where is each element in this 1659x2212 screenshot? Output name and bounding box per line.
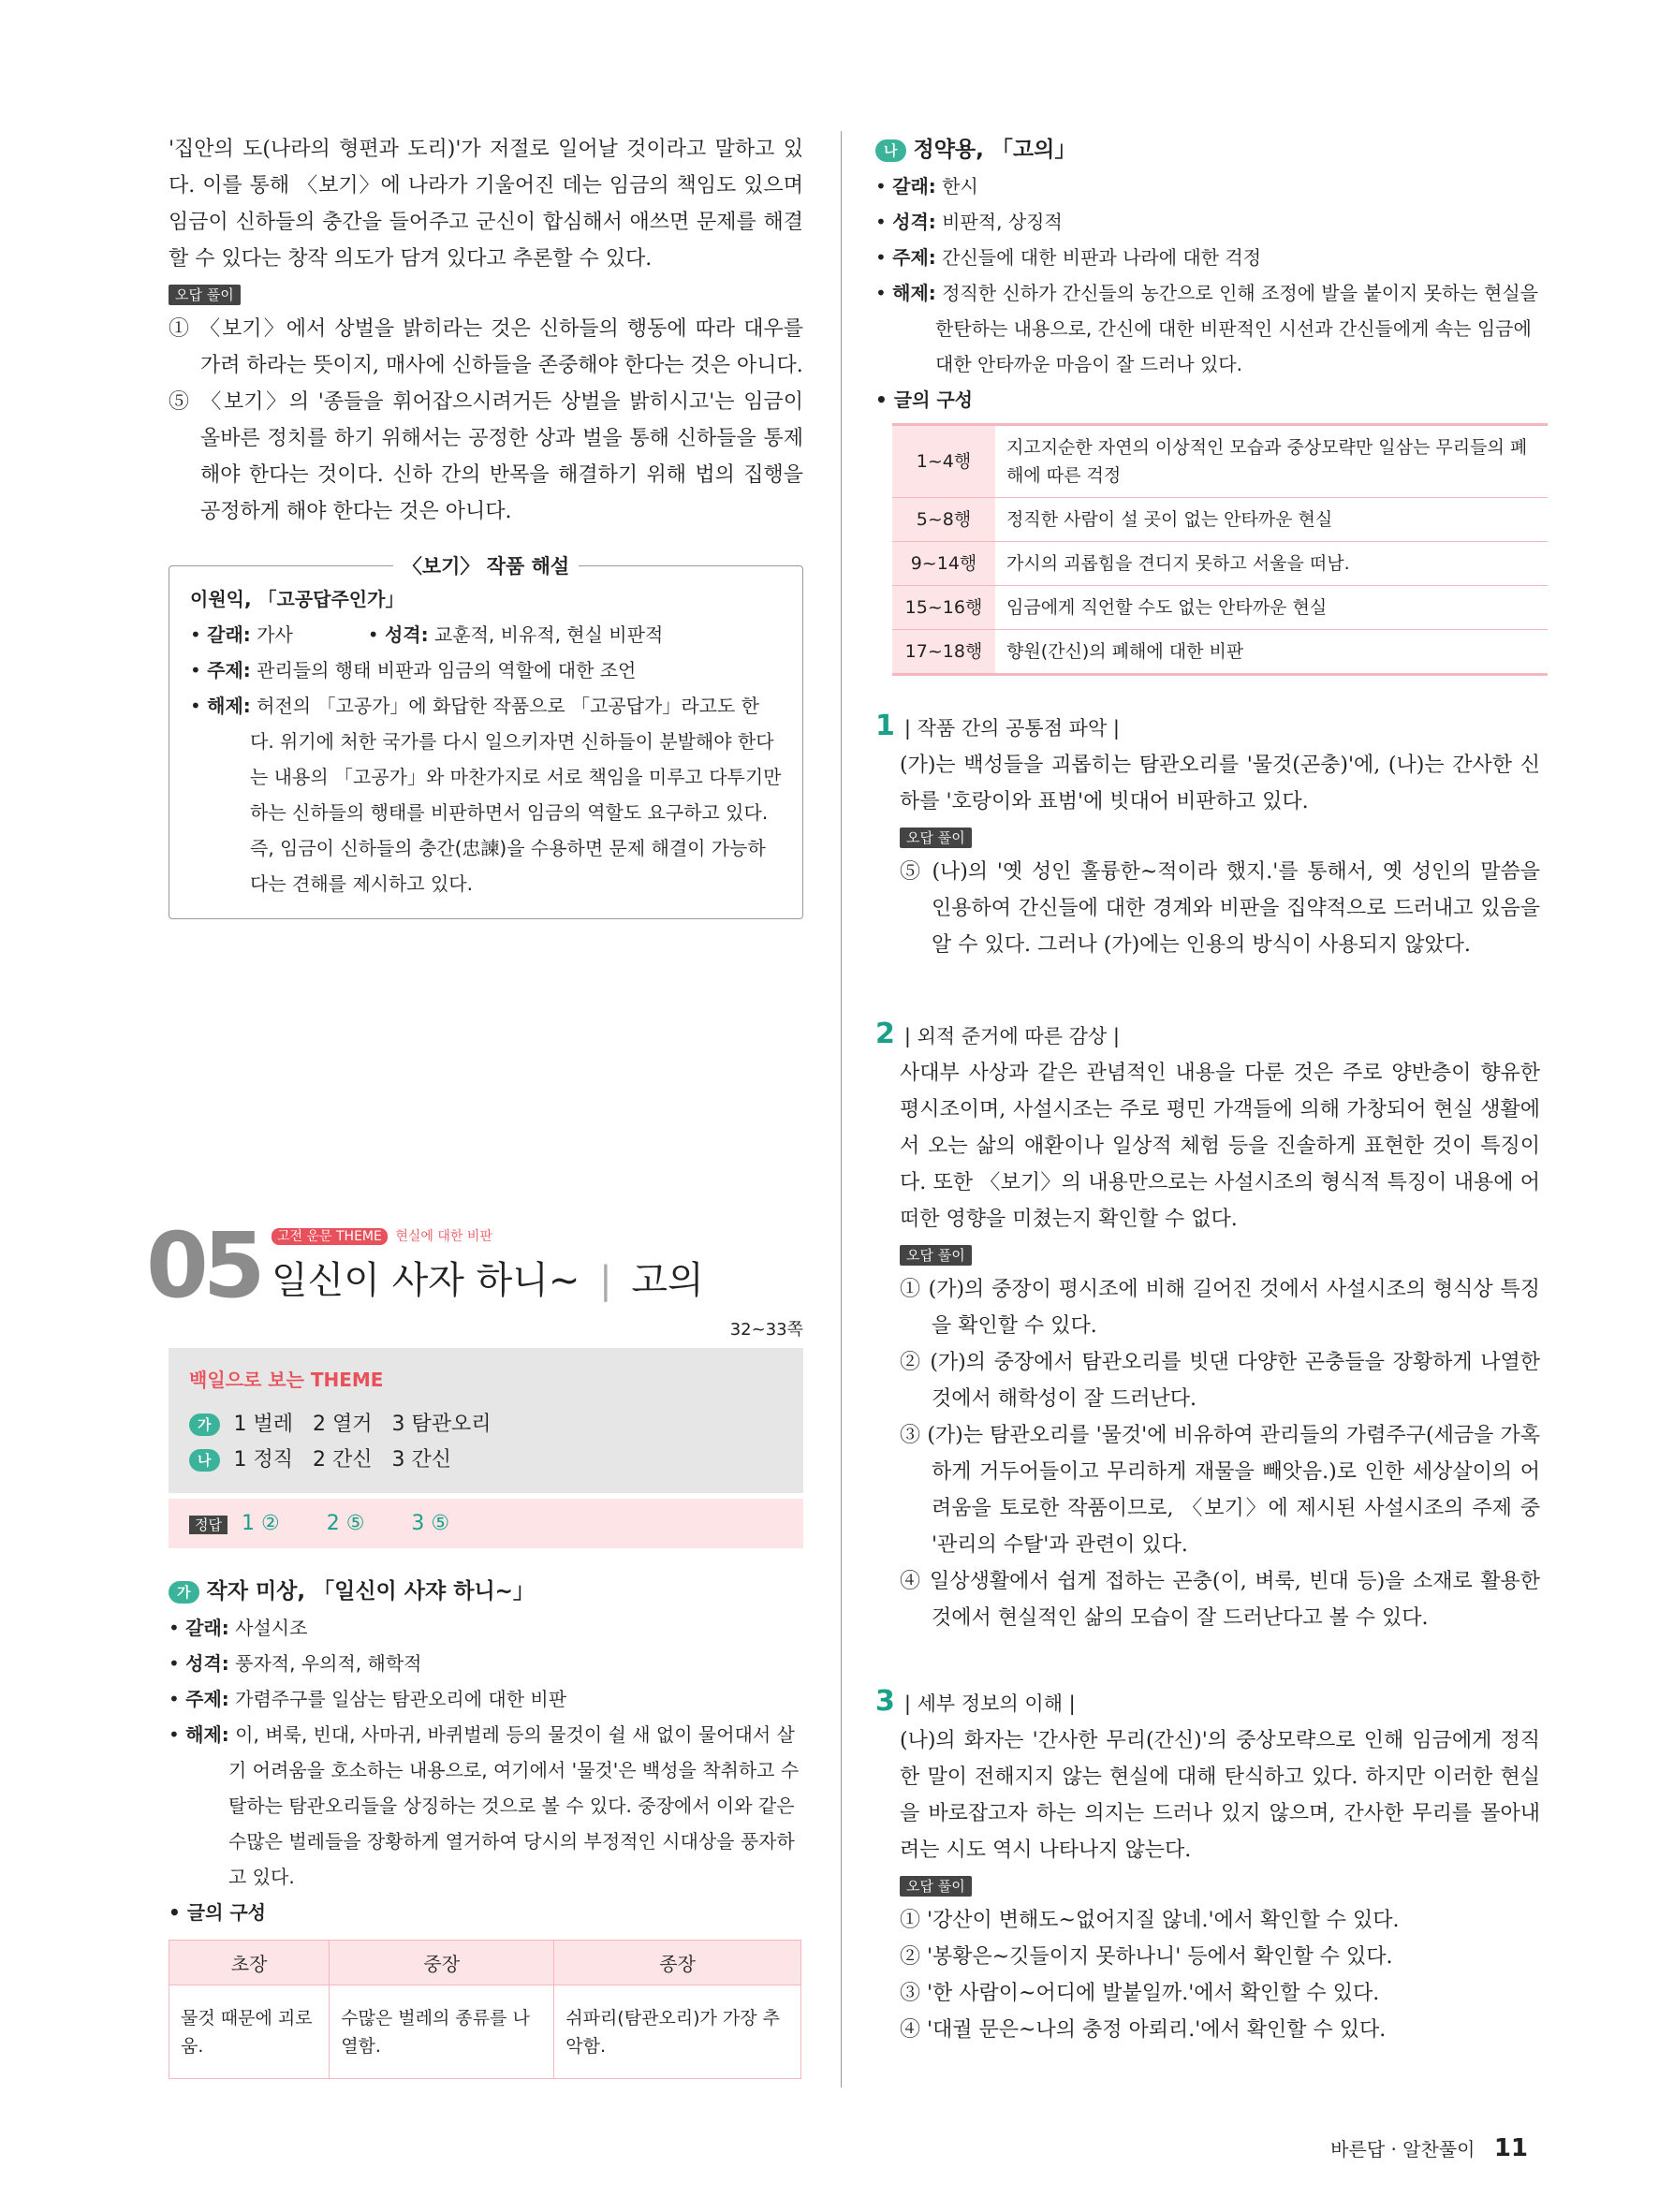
- section-title2: 고의: [631, 1259, 704, 1302]
- q3-heading: 3 | 세부 정보의 이해 |: [875, 1685, 1076, 1718]
- section-header: 05 고전 운문 THEME 현실에 대한 비판 일신이 사자 하니~ | 고의: [146, 1213, 704, 1318]
- wrong-item: ① 〈보기〉에서 상벌을 밝히라는 것은 신하들의 행동에 따라 대우를 가려 하라는 뜻이지, 매사에 신하들을 존중해야 한다는 것은 아니다.: [169, 317, 803, 377]
- box-title: 〈보기〉 작품 해설: [393, 555, 579, 578]
- na-theme: • 주제: 간신들에 대한 비판과 나라에 대한 걱정: [875, 246, 1262, 269]
- q1-body: (가)는 백성들을 괴롭히는 탐관오리를 '물것(곤충)'에, (나)는 간사한 신하를 '호랑이와 표범'에 빗대어 비판하고 있다.: [900, 754, 1540, 813]
- wrong-badge: 오답 풀이: [900, 1876, 972, 1897]
- wrong-item: ③ (가)는 탐관오리를 '물것'에 비유하여 관리들의 가렴주구(세금을 가혹하게 거두어들이고 무리하게 재물을 빼앗음.)로 인한 세상살이의 어려움을 토로한 작품이므로, 〈보기〉에 제시된 사설시조의 주제 중 '관리의 수탈'과 관련이 있다.: [900, 1424, 1540, 1557]
- na-genre: • 갈래: 한시: [875, 175, 978, 198]
- theme-label: 백일으로 보는 THEME: [189, 1369, 384, 1391]
- row-value: 가시의 괴롭힘을 견디지 못하고 서울을 떠남.: [995, 542, 1548, 586]
- row-key: 5~8행: [892, 498, 995, 542]
- page-ref: 32~33쪽: [729, 1320, 803, 1340]
- q1-heading: 1 | 작품 간의 공통점 파악 |: [875, 710, 1120, 742]
- section-title: 일신이 사자 하니~: [272, 1259, 580, 1302]
- na-structure-table: [892, 423, 1548, 676]
- row-key: 1~4행: [892, 425, 995, 498]
- na-struct-label: • 글의 구성: [875, 388, 973, 411]
- page-number: 11: [1493, 2134, 1528, 2162]
- q2-body: 사대부 사상과 같은 관념적인 내용을 다룬 것은 주로 양반층이 향유한 평시조이며, 사설시조는 주로 평민 가객들에 의해 가창되어 현실 생활에서 오는 삶의 애환이나 일상적 체험 등을 진솔하게 표현한 것이 특징이다. 또한 〈보기〉의 내용만으로는 사설시조의 형식적 특징이 내용에 어떠한 영향을 미쳤는지 확인할 수 없다.: [900, 1062, 1540, 1231]
- row-key: 15~16행: [892, 586, 995, 630]
- row-value: 정직한 사람이 설 곳이 없는 안타까운 현실: [995, 498, 1548, 542]
- bogi-commentary-box: [169, 555, 803, 919]
- row-key: 17~18행: [892, 630, 995, 675]
- box-author: 이원익, 「고공답주인가」: [190, 588, 404, 610]
- table-cell: 수많은 벌레의 종류를 나열함.: [330, 1985, 554, 2079]
- ga-theme: • 주제: 가렴주구를 일삼는 탐관오리에 대한 비판: [169, 1688, 567, 1710]
- wrong-item: ② (가)의 중장에서 탐관오리를 빗댄 다양한 곤충들을 장황하게 나열한 것에서 해학성이 잘 드러난다.: [900, 1351, 1540, 1411]
- na-heading: 나 정약용, 「고의」: [875, 131, 1540, 168]
- intro-paragraph: '집안의 도(나라의 형편과 도리)'가 저절로 일어날 것이라고 말하고 있다. 이를 통해 〈보기〉에 나라가 기울어진 데는 임금의 책임도 있으며 임금이 신하들의 충간을 들어주고 군신이 합심해서 애쓰면 문제를 해결할 수 있다는 창작 의도가 담겨 있다고 추론할 수 있다.: [169, 138, 803, 271]
- na-char: • 성격: 비판적, 상징적: [875, 211, 1063, 233]
- left-column: [146, 131, 803, 2079]
- ga-heading: 가 작자 미상, 「일신이 사쟈 하니~」: [169, 1573, 803, 1610]
- column-divider: [841, 131, 842, 2087]
- wrong-item: ① (가)의 중장이 평시조에 비해 길어진 것에서 사설시조의 형식상 특징을 확인할 수 있다.: [900, 1278, 1540, 1338]
- wrong-item: ④ '대궐 문은~나의 충정 아뢰리.'에서 확인할 수 있다.: [900, 2018, 1387, 2042]
- wrong-item: ③ '한 사람이~어디에 발붙일까.'에서 확인할 수 있다.: [900, 1982, 1380, 2005]
- box-theme-line: • 주제: 관리들의 행태 비판과 임금의 역할에 대한 조언: [190, 659, 637, 681]
- ga-char: • 성격: 풍자적, 우의적, 해학적: [169, 1652, 422, 1675]
- footer-label: 바른답 · 알찬풀이: [1330, 2138, 1475, 2161]
- theme-ga-row: 가 1 벌레 2 열거 3 탐관오리: [189, 1407, 783, 1443]
- q3-body: (나)의 화자는 '간사한 무리(간신)'의 중상모략으로 인해 임금에게 정직한 말이 전해지지 않는 현실에 대해 탄식하고 있다. 하지만 이러한 현실을 바로잡고자 하는 의지는 드러나 있지 않으며, 간사한 무리를 몰아내려는 시도 역시 나타나지 않는다.: [900, 1729, 1540, 1862]
- theme-na-row: 나 1 정직 2 간신 3 간신: [189, 1443, 783, 1478]
- table-cell: 물것 때문에 괴로움.: [169, 1985, 330, 2079]
- section-tag: 고전 운문 THEME: [272, 1228, 388, 1245]
- row-value: 지고지순한 자연의 이상적인 모습과 중상모략만 일삼는 무리들의 폐해에 따른 걱정: [995, 425, 1548, 498]
- wrong-item: ⑤ 〈보기〉의 '종들을 휘어잡으시려거든 상벌을 밝히시고'는 임금이 올바른 정치를 하기 위해서는 공정한 상과 벌을 통해 신하들을 통제해야 한다는 것이다. 신하 간의 반목을 해결하기 위해 법의 집행을 공정하게 해야 한다는 것은 아니다.: [169, 390, 803, 523]
- wrong-badge: 오답 풀이: [169, 285, 241, 305]
- wrong-badge: 오답 풀이: [900, 1245, 972, 1266]
- ga-genre: • 갈래: 사설시조: [169, 1617, 308, 1639]
- section-number: 05: [146, 1213, 260, 1318]
- q2-heading: 2 | 외적 준거에 따른 감상 |: [875, 1018, 1120, 1050]
- wrong-item: ① '강산이 변해도~없어지질 않네.'에서 확인할 수 있다.: [900, 1909, 1400, 1932]
- answer-box: 정답 1 ② 2 ⑤ 3 ⑤: [169, 1499, 803, 1548]
- box-exp-line: • 해제: 허전의 「고공가」에 화답한 작품으로 「고공답가」라고도 한다. 위기에 처한 국가를 다시 일으키자면 신하들이 분발해야 한다는 내용의 「고공가」와 마찬가지로 서로 책임을 미루고 다투기만 하는 신하들의 행태를 비판하면서 임금의 역할도 요구하고 있다. 즉, 임금이 신하들의 충간(忠諫)을 수용하면 문제 해결이 가능하다는 견해를 제시하고 있다.: [190, 695, 782, 895]
- ga-structure-table: [169, 1940, 801, 2079]
- section-tag2: 현실에 대한 비판: [395, 1229, 492, 1244]
- page-footer: [1330, 2134, 1528, 2162]
- na-exp: • 해제: 정직한 신하가 간신들의 농간으로 인해 조정에 발을 붙이지 못하는 현실을 한탄하는 내용으로, 간신에 대한 비판적인 시선과 간신들에게 속는 임금에 대한 안타까운 마음이 잘 드러나 있다.: [875, 282, 1538, 375]
- wrong-item: ② '봉황은~깃들이지 못하나니' 등에서 확인할 수 있다.: [900, 1945, 1393, 1969]
- table-header: 종장: [554, 1941, 801, 1985]
- table-header: 초장: [169, 1941, 330, 1985]
- table-cell: 쉬파리(탐관오리)가 가장 추악함.: [554, 1985, 801, 2079]
- wrong-item: ④ 일상생활에서 쉽게 접하는 곤충(이, 벼룩, 빈대 등)을 소재로 활용한 것에서 현실적인 삶의 모습이 잘 드러난다고 볼 수 있다.: [900, 1570, 1540, 1630]
- ga-struct-label: • 글의 구성: [169, 1901, 266, 1924]
- row-key: 9~14행: [892, 542, 995, 586]
- row-value: 향원(간신)의 폐해에 대한 비판: [995, 630, 1548, 675]
- theme-box: [169, 1348, 803, 1493]
- ga-exp: • 해제: 이, 벼룩, 빈대, 사마귀, 바퀴벌레 등의 물것이 쉴 새 없이 물어대서 살기 어려움을 호소하는 내용으로, 여기에서 '물것'은 백성을 착취하고 수탈하는 탐관오리들을 상징하는 것으로 볼 수 있다. 중장에서 이와 같은 수많은 벌레들을 장황하게 열거하여 당시의 부정적인 시대상을 풍자하고 있다.: [169, 1723, 800, 1888]
- wrong-item: ⑤ (나)의 '옛 성인 훌륭한~적이라 했지.'를 통해서, 옛 성인의 말씀을 인용하여 간신들에 대한 경계와 비판을 집약적으로 드러내고 있음을 알 수 있다. 그러나 (가)에는 인용의 방식이 사용되지 않았다.: [900, 860, 1540, 957]
- wrong-badge: 오답 풀이: [900, 828, 972, 848]
- box-genre-line: • 갈래: 가사 • 성격: 교훈적, 비유적, 현실 비판적: [190, 623, 664, 646]
- table-header: 중장: [330, 1941, 554, 1985]
- right-column: [875, 131, 1540, 2048]
- row-value: 임금에게 직언할 수도 없는 안타까운 현실: [995, 586, 1548, 630]
